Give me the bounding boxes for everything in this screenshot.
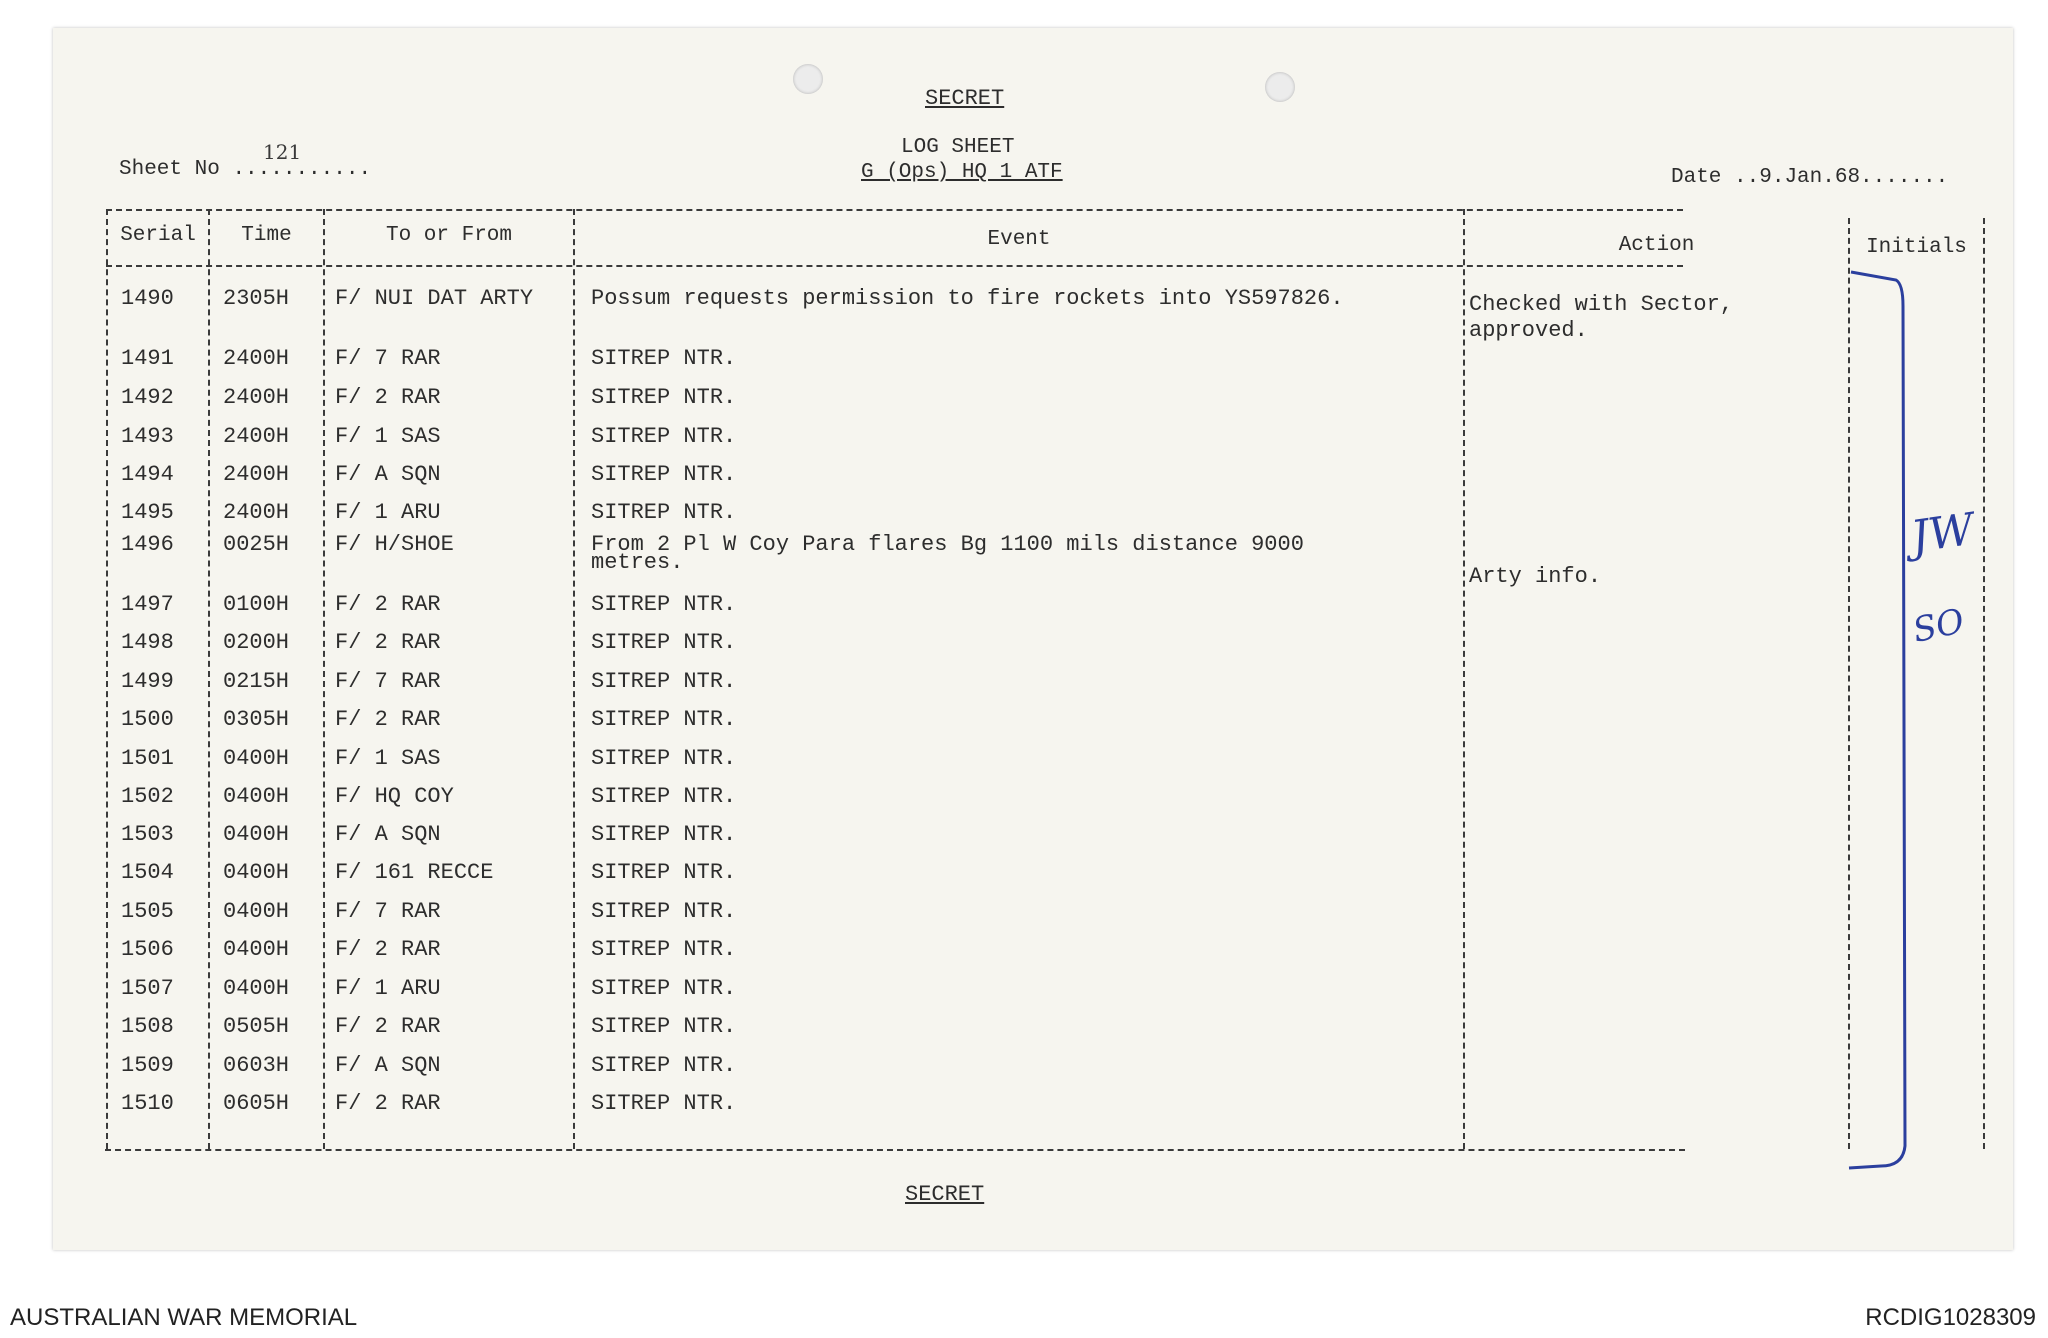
initials-mark: SO <box>1909 601 1968 651</box>
date-value: ..9.Jan.68....... <box>1734 166 1949 189</box>
row-from: F/ 1 ARU <box>335 500 441 525</box>
row-event: From 2 Pl W Coy Para flares Bg 1100 mils distance 9000 <box>591 532 1304 557</box>
row-event: SITREP NTR. <box>591 592 737 617</box>
row-time: 0400H <box>223 746 290 771</box>
row-from: F/ HQ COY <box>335 784 454 809</box>
row-time: 0400H <box>223 784 290 809</box>
row-from: F/ 1 ARU <box>335 976 441 1001</box>
row-serial: 1505 <box>121 899 174 924</box>
row-event: SITREP NTR. <box>591 630 737 655</box>
row-from: F/ NUI DAT ARTY <box>335 286 534 311</box>
unit-name: G (Ops) HQ 1 ATF <box>861 161 1063 184</box>
row-serial: 1490 <box>121 286 174 311</box>
row-from: F/ H/SHOE <box>335 532 454 557</box>
col-divider <box>1463 209 1465 1149</box>
column-header-time: Time <box>241 224 292 247</box>
row-event: SITREP NTR. <box>591 746 737 771</box>
row-event: SITREP NTR. <box>591 669 737 694</box>
table-border-bottom <box>105 1149 1685 1151</box>
column-header-initials: Initials <box>1866 236 1967 259</box>
row-from: F/ A SQN <box>335 462 441 487</box>
punch-hole <box>793 64 823 94</box>
column-header-from: To or From <box>385 224 513 247</box>
initials-mark: JW <box>1907 503 1978 564</box>
row-event: SITREP NTR. <box>591 1014 737 1039</box>
col-divider <box>573 209 575 1149</box>
row-event: SITREP NTR. <box>591 1053 737 1078</box>
row-serial: 1509 <box>121 1053 174 1078</box>
table-border-top <box>106 209 1683 211</box>
column-header-event: Event <box>987 228 1051 251</box>
row-from: F/ 2 RAR <box>335 707 441 732</box>
row-event: SITREP NTR. <box>591 822 737 847</box>
row-time: 0305H <box>223 707 290 732</box>
sheet-dots: ........... <box>232 158 372 181</box>
row-action-continued: approved. <box>1469 318 1588 343</box>
row-from: F/ 1 SAS <box>335 746 441 771</box>
date-field <box>1671 166 1948 189</box>
col-divider <box>106 209 108 1149</box>
row-time: 0100H <box>223 592 290 617</box>
row-from: F/ A SQN <box>335 1053 441 1078</box>
row-time: 0605H <box>223 1091 290 1116</box>
column-header-serial: Serial <box>120 224 196 247</box>
row-from: F/ 2 RAR <box>335 592 441 617</box>
footer-credit: AUSTRALIAN WAR MEMORIAL <box>10 1304 358 1331</box>
row-from: F/ 7 RAR <box>335 346 441 371</box>
row-time: 0200H <box>223 630 290 655</box>
row-serial: 1500 <box>121 707 174 732</box>
row-serial: 1499 <box>121 669 174 694</box>
row-serial: 1497 <box>121 592 174 617</box>
row-from: F/ 1 SAS <box>335 424 441 449</box>
row-event-continued: metres. <box>591 550 684 575</box>
date-label: Date <box>1671 166 1722 189</box>
row-serial: 1504 <box>121 860 174 885</box>
row-time: 2400H <box>223 346 290 371</box>
row-action: Arty info. <box>1469 564 1602 589</box>
row-from: F/ A SQN <box>335 822 441 847</box>
row-from: F/ 2 RAR <box>335 937 441 962</box>
row-time: 0603H <box>223 1053 290 1078</box>
row-serial: 1498 <box>121 630 174 655</box>
row-time: 0400H <box>223 860 290 885</box>
row-serial: 1495 <box>121 500 174 525</box>
classification-bottom: SECRET <box>905 1182 985 1207</box>
row-event: SITREP NTR. <box>591 860 737 885</box>
row-event: SITREP NTR. <box>591 385 737 410</box>
row-from: F/ 2 RAR <box>335 385 441 410</box>
header-divider <box>106 265 1683 267</box>
classification-top: SECRET <box>925 86 1005 111</box>
row-serial: 1494 <box>121 462 174 487</box>
row-serial: 1493 <box>121 424 174 449</box>
row-from: F/ 2 RAR <box>335 1091 441 1116</box>
row-action: Checked with Sector, <box>1469 292 1734 317</box>
row-event: Possum requests permission to fire rockets into YS597826. <box>591 286 1344 311</box>
row-event: SITREP NTR. <box>591 500 737 525</box>
sheet-number: 121 <box>263 140 302 164</box>
row-event: SITREP NTR. <box>591 707 737 732</box>
col-divider <box>323 209 325 1149</box>
row-event: SITREP NTR. <box>591 346 737 371</box>
row-time: 2400H <box>223 424 290 449</box>
row-from: F/ 2 RAR <box>335 1014 441 1039</box>
row-from: F/ 2 RAR <box>335 630 441 655</box>
row-event: SITREP NTR. <box>591 462 737 487</box>
row-serial: 1506 <box>121 937 174 962</box>
row-time: 0505H <box>223 1014 290 1039</box>
row-event: SITREP NTR. <box>591 976 737 1001</box>
row-from: F/ 7 RAR <box>335 899 441 924</box>
initials-bracket <box>1841 266 1951 1174</box>
row-from: F/ 7 RAR <box>335 669 441 694</box>
row-time: 2400H <box>223 462 290 487</box>
log-sheet-paper <box>53 28 2013 1250</box>
row-serial: 1508 <box>121 1014 174 1039</box>
row-event: SITREP NTR. <box>591 899 737 924</box>
punch-hole <box>1265 72 1295 102</box>
row-time: 0400H <box>223 937 290 962</box>
row-event: SITREP NTR. <box>591 424 737 449</box>
row-event: SITREP NTR. <box>591 784 737 809</box>
document-title: LOG SHEET <box>901 136 1015 159</box>
row-serial: 1496 <box>121 532 174 557</box>
sheet-label <box>119 158 371 181</box>
row-serial: 1491 <box>121 346 174 371</box>
row-event: SITREP NTR. <box>591 1091 737 1116</box>
row-serial: 1501 <box>121 746 174 771</box>
row-serial: 1492 <box>121 385 174 410</box>
row-time: 2400H <box>223 500 290 525</box>
table-border-right <box>1983 218 1985 1149</box>
row-serial: 1503 <box>121 822 174 847</box>
row-time: 0215H <box>223 669 290 694</box>
row-time: 2400H <box>223 385 290 410</box>
row-time: 0025H <box>223 532 290 557</box>
row-time: 0400H <box>223 899 290 924</box>
row-serial: 1510 <box>121 1091 174 1116</box>
row-from: F/ 161 RECCE <box>335 860 494 885</box>
row-serial: 1507 <box>121 976 174 1001</box>
row-serial: 1502 <box>121 784 174 809</box>
row-time: 0400H <box>223 976 290 1001</box>
row-event: SITREP NTR. <box>591 937 737 962</box>
col-divider <box>208 209 210 1149</box>
row-time: 0400H <box>223 822 290 847</box>
column-header-action: Action <box>1618 234 1695 257</box>
footer-id: RCDIG1028309 <box>1865 1304 2036 1331</box>
sheet-label-text: Sheet No <box>119 158 220 181</box>
row-time: 2305H <box>223 286 290 311</box>
